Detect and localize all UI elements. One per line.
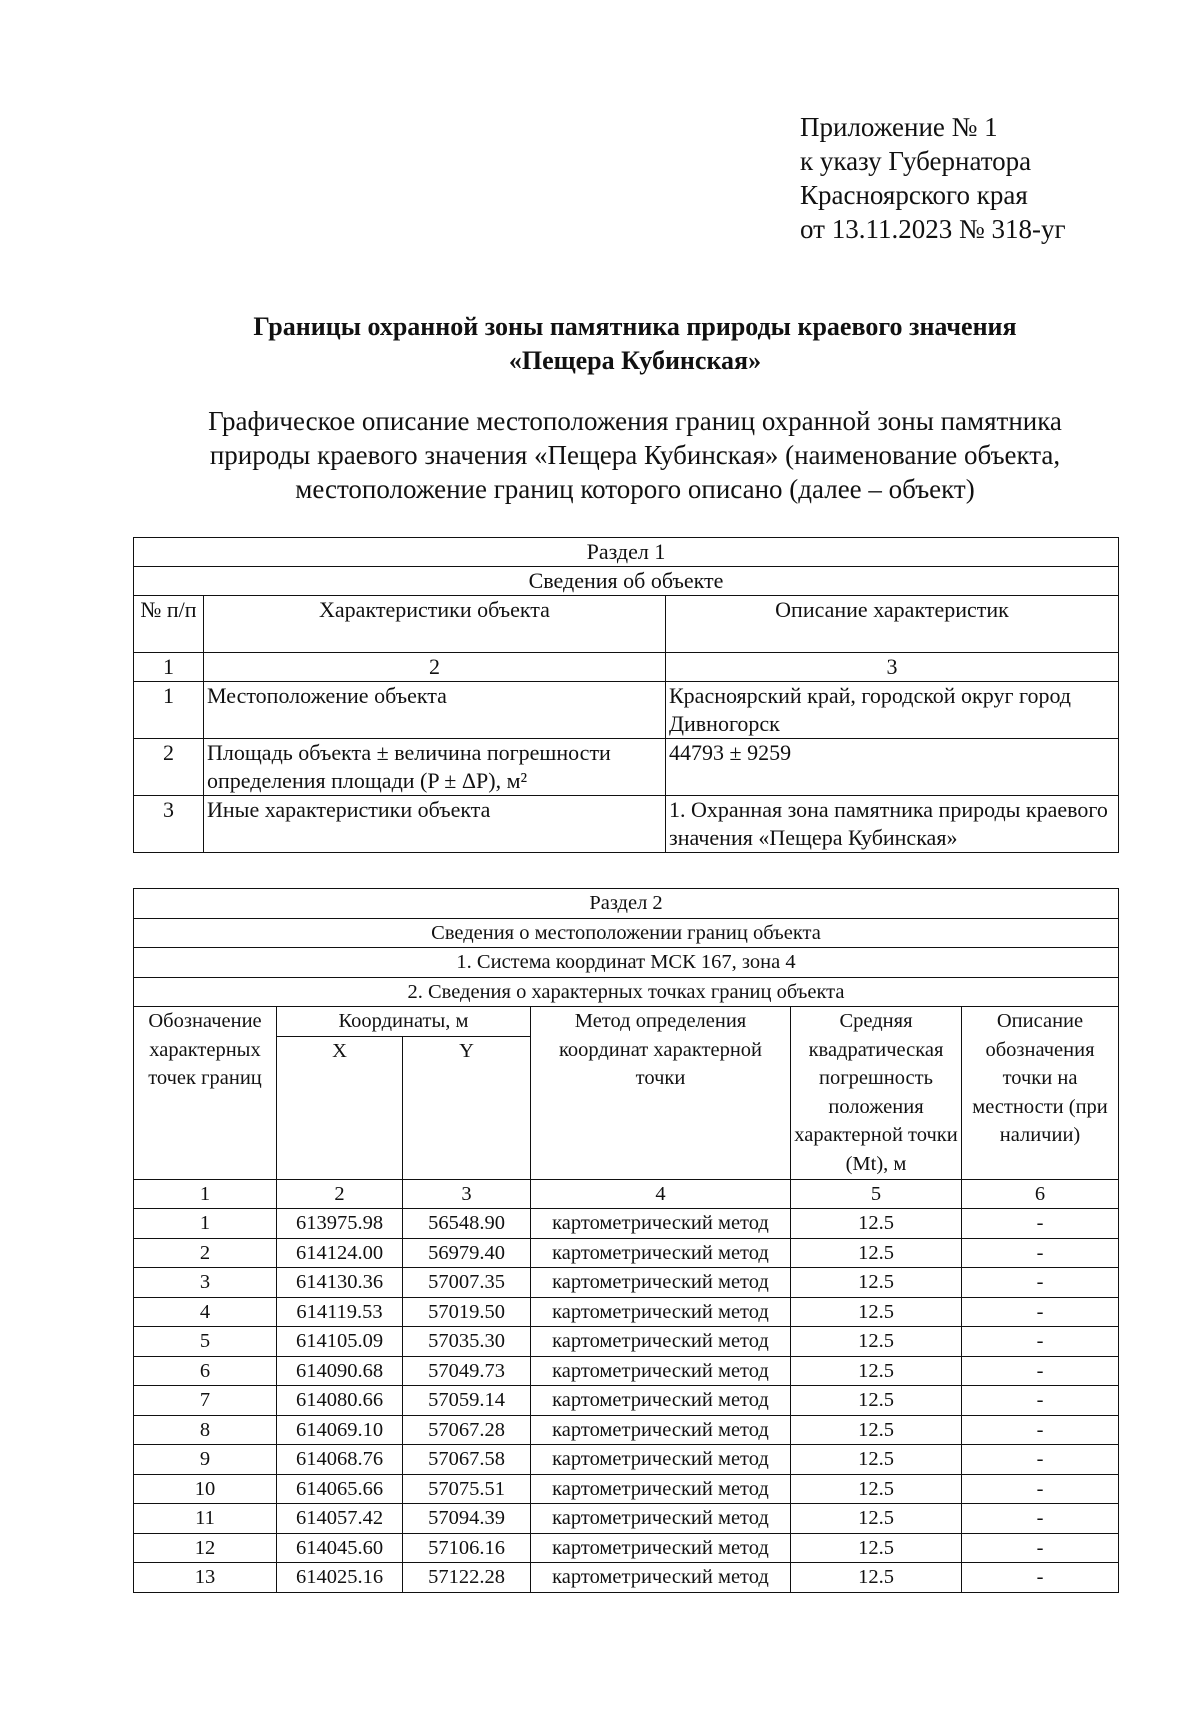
y-coord-cell: 57049.73 bbox=[403, 1356, 531, 1386]
col-header-method: Метод определения координат характерной точки bbox=[531, 1007, 791, 1180]
point-cell: 8 bbox=[134, 1415, 277, 1445]
title-line: «Пещера Кубинская» bbox=[508, 346, 762, 375]
table-row bbox=[134, 977, 1119, 1007]
y-coord-cell: 57122.28 bbox=[403, 1563, 531, 1593]
table-header-row bbox=[134, 596, 1119, 653]
table-row bbox=[134, 1563, 1119, 1593]
description-cell: - bbox=[962, 1415, 1119, 1445]
row-num: 2 bbox=[134, 739, 204, 796]
description-cell: - bbox=[962, 1563, 1119, 1593]
x-coord-cell: 614045.60 bbox=[277, 1533, 403, 1563]
method-cell: картометрический метод bbox=[531, 1268, 791, 1298]
section2-subheading: Сведения о местоположении границ объекта bbox=[134, 918, 1119, 948]
y-coord-cell: 57067.58 bbox=[403, 1445, 531, 1475]
x-coord-cell: 614065.66 bbox=[277, 1474, 403, 1504]
error-cell: 12.5 bbox=[791, 1563, 962, 1593]
appendix-line: Красноярского края bbox=[800, 180, 1028, 210]
x-coord-cell: 614068.76 bbox=[277, 1445, 403, 1475]
appendix-line: к указу Губернатора bbox=[800, 146, 1032, 176]
description-cell: - bbox=[962, 1268, 1119, 1298]
description-cell: - bbox=[962, 1297, 1119, 1327]
x-coord-cell: 614025.16 bbox=[277, 1563, 403, 1593]
point-cell: 5 bbox=[134, 1327, 277, 1357]
method-cell: картометрический метод bbox=[531, 1356, 791, 1386]
col-header-num: № п/п bbox=[134, 596, 204, 653]
table-row bbox=[134, 1504, 1119, 1534]
table-row bbox=[134, 567, 1119, 596]
index-cell: 3 bbox=[403, 1179, 531, 1209]
error-cell: 12.5 bbox=[791, 1415, 962, 1445]
table-row bbox=[134, 1533, 1119, 1563]
index-cell: 5 bbox=[791, 1179, 962, 1209]
row-value: Красноярский край, городской округ город Дивногорск bbox=[666, 682, 1119, 739]
description-cell: - bbox=[962, 1356, 1119, 1386]
row-num: 3 bbox=[134, 796, 204, 853]
description-cell: - bbox=[962, 1386, 1119, 1416]
method-cell: картометрический метод bbox=[531, 1445, 791, 1475]
appendix-line: от 13.11.2023 № 318-уг bbox=[800, 214, 1066, 244]
subtitle-line: Графическое описание местоположения границ охранной зоны памятника bbox=[208, 406, 1062, 436]
error-cell: 12.5 bbox=[791, 1297, 962, 1327]
point-cell: 7 bbox=[134, 1386, 277, 1416]
col-header-x: X bbox=[277, 1036, 403, 1179]
row-num: 1 bbox=[134, 682, 204, 739]
row-name: Иные характеристики объекта bbox=[204, 796, 666, 853]
col-header-error: Средняя квадратическая погрешность положения характерной точки (Mt), м bbox=[791, 1007, 962, 1180]
col-header-description: Описание обозначения точки на местности (при наличии) bbox=[962, 1007, 1119, 1180]
method-cell: картометрический метод bbox=[531, 1474, 791, 1504]
index-cell: 1 bbox=[134, 1179, 277, 1209]
error-cell: 12.5 bbox=[791, 1327, 962, 1357]
error-cell: 12.5 bbox=[791, 1209, 962, 1239]
method-cell: картометрический метод bbox=[531, 1297, 791, 1327]
description-cell: - bbox=[962, 1209, 1119, 1239]
index-cell: 4 bbox=[531, 1179, 791, 1209]
y-coord-cell: 57019.50 bbox=[403, 1297, 531, 1327]
point-cell: 1 bbox=[134, 1209, 277, 1239]
point-cell: 10 bbox=[134, 1474, 277, 1504]
table-row bbox=[134, 918, 1119, 948]
description-cell: - bbox=[962, 1445, 1119, 1475]
y-coord-cell: 57007.35 bbox=[403, 1268, 531, 1298]
table-row bbox=[134, 1297, 1119, 1327]
error-cell: 12.5 bbox=[791, 1386, 962, 1416]
title-line: Границы охранной зоны памятника природы краевого значения bbox=[253, 312, 1017, 341]
col-header-point: Обозначение характерных точек границ bbox=[134, 1007, 277, 1180]
table-row bbox=[134, 1238, 1119, 1268]
col-header-characteristics: Характеристики объекта bbox=[204, 596, 666, 653]
table-row bbox=[134, 1386, 1119, 1416]
section2-table bbox=[133, 888, 1119, 1593]
description-cell: - bbox=[962, 1504, 1119, 1534]
index-cell: 1 bbox=[134, 653, 204, 682]
table-row bbox=[134, 1209, 1119, 1239]
subtitle-line: природы краевого значения «Пещера Кубинская» (наименование объекта, bbox=[209, 440, 1061, 470]
x-coord-cell: 614057.42 bbox=[277, 1504, 403, 1534]
description-cell: - bbox=[962, 1238, 1119, 1268]
error-cell: 12.5 bbox=[791, 1238, 962, 1268]
y-coord-cell: 57075.51 bbox=[403, 1474, 531, 1504]
x-coord-cell: 614069.10 bbox=[277, 1415, 403, 1445]
table-row bbox=[134, 1327, 1119, 1357]
document-subtitle bbox=[130, 404, 1140, 506]
index-cell: 3 bbox=[666, 653, 1119, 682]
point-cell: 11 bbox=[134, 1504, 277, 1534]
x-coord-cell: 614080.66 bbox=[277, 1386, 403, 1416]
error-cell: 12.5 bbox=[791, 1268, 962, 1298]
col-header-y: Y bbox=[403, 1036, 531, 1179]
method-cell: картометрический метод bbox=[531, 1563, 791, 1593]
row-name: Местоположение объекта bbox=[204, 682, 666, 739]
section1-table bbox=[133, 537, 1119, 853]
error-cell: 12.5 bbox=[791, 1533, 962, 1563]
y-coord-cell: 57035.30 bbox=[403, 1327, 531, 1357]
error-cell: 12.5 bbox=[791, 1504, 962, 1534]
section1-heading: Раздел 1 bbox=[134, 538, 1119, 567]
index-cell: 2 bbox=[204, 653, 666, 682]
y-coord-cell: 57106.16 bbox=[403, 1533, 531, 1563]
col-header-description: Описание характеристик bbox=[666, 596, 1119, 653]
method-cell: картометрический метод bbox=[531, 1415, 791, 1445]
y-coord-cell: 56548.90 bbox=[403, 1209, 531, 1239]
table-row bbox=[134, 538, 1119, 567]
error-cell: 12.5 bbox=[791, 1445, 962, 1475]
row-value: 44793 ± 9259 bbox=[666, 739, 1119, 796]
description-cell: - bbox=[962, 1533, 1119, 1563]
description-cell: - bbox=[962, 1474, 1119, 1504]
points-rows bbox=[134, 1209, 1119, 1593]
x-coord-cell: 614105.09 bbox=[277, 1327, 403, 1357]
index-row bbox=[134, 653, 1119, 682]
table-row bbox=[134, 739, 1119, 796]
table-row bbox=[134, 889, 1119, 919]
y-coord-cell: 57067.28 bbox=[403, 1415, 531, 1445]
x-coord-cell: 614090.68 bbox=[277, 1356, 403, 1386]
point-cell: 3 bbox=[134, 1268, 277, 1298]
point-cell: 9 bbox=[134, 1445, 277, 1475]
description-cell: - bbox=[962, 1327, 1119, 1357]
error-cell: 12.5 bbox=[791, 1356, 962, 1386]
method-cell: картометрический метод bbox=[531, 1386, 791, 1416]
appendix-line: Приложение № 1 bbox=[800, 112, 998, 142]
method-cell: картометрический метод bbox=[531, 1238, 791, 1268]
document-title bbox=[130, 310, 1140, 378]
point-cell: 12 bbox=[134, 1533, 277, 1563]
method-cell: картометрический метод bbox=[531, 1327, 791, 1357]
point-cell: 4 bbox=[134, 1297, 277, 1327]
col-header-coords: Координаты, м bbox=[277, 1007, 531, 1037]
table-row bbox=[134, 1356, 1119, 1386]
points-heading: 2. Сведения о характерных точках границ объекта bbox=[134, 977, 1119, 1007]
y-coord-cell: 57094.39 bbox=[403, 1504, 531, 1534]
point-cell: 13 bbox=[134, 1563, 277, 1593]
table-header-row bbox=[134, 1007, 1119, 1037]
method-cell: картометрический метод bbox=[531, 1533, 791, 1563]
subtitle-line: местоположение границ которого описано (далее – объект) bbox=[295, 474, 975, 504]
table-row bbox=[134, 1474, 1119, 1504]
x-coord-cell: 613975.98 bbox=[277, 1209, 403, 1239]
method-cell: картометрический метод bbox=[531, 1209, 791, 1239]
coord-system: 1. Система координат МСК 167, зона 4 bbox=[134, 948, 1119, 978]
index-cell: 6 bbox=[962, 1179, 1119, 1209]
table-row bbox=[134, 948, 1119, 978]
table-row bbox=[134, 1445, 1119, 1475]
index-row bbox=[134, 1179, 1119, 1209]
method-cell: картометрический метод bbox=[531, 1504, 791, 1534]
table-row bbox=[134, 1268, 1119, 1298]
error-cell: 12.5 bbox=[791, 1474, 962, 1504]
table-row bbox=[134, 796, 1119, 853]
x-coord-cell: 614124.00 bbox=[277, 1238, 403, 1268]
table-row bbox=[134, 682, 1119, 739]
y-coord-cell: 57059.14 bbox=[403, 1386, 531, 1416]
row-value: 1. Охранная зона памятника природы краевого значения «Пещера Кубинская» bbox=[666, 796, 1119, 853]
point-cell: 6 bbox=[134, 1356, 277, 1386]
x-coord-cell: 614130.36 bbox=[277, 1268, 403, 1298]
x-coord-cell: 614119.53 bbox=[277, 1297, 403, 1327]
point-cell: 2 bbox=[134, 1238, 277, 1268]
section1-subheading: Сведения об объекте bbox=[134, 567, 1119, 596]
row-name: Площадь объекта ± величина погрешности определения площади (P ± ΔP), м² bbox=[204, 739, 666, 796]
index-cell: 2 bbox=[277, 1179, 403, 1209]
appendix-header bbox=[800, 110, 1066, 246]
table-row bbox=[134, 1415, 1119, 1445]
y-coord-cell: 56979.40 bbox=[403, 1238, 531, 1268]
section2-heading: Раздел 2 bbox=[134, 889, 1119, 919]
